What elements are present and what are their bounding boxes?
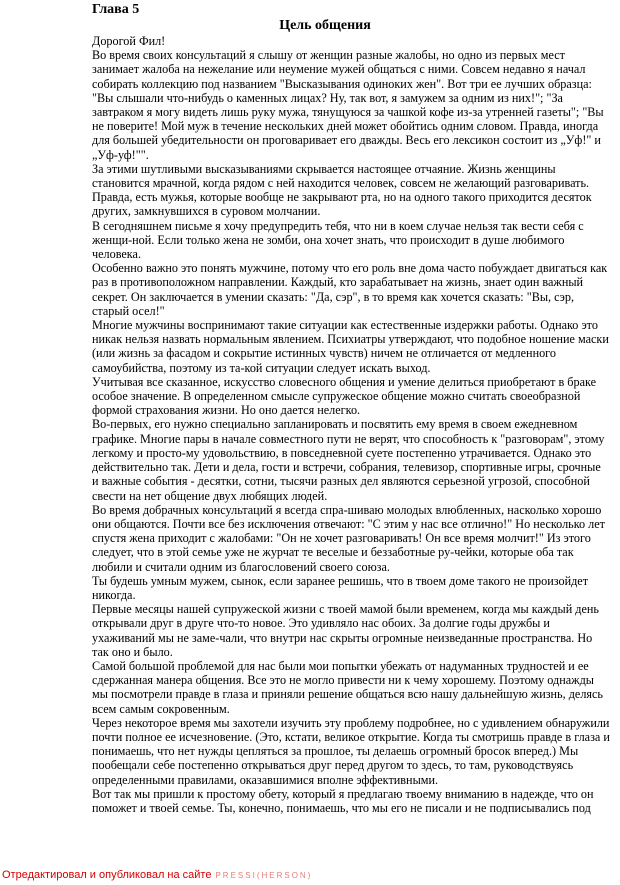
paragraph-8: Во время добрачных консультаций я всегда спра-шиваю молодых влюбленных, насколько хорошо они общаются. Почти все без исключения отвечают: "С этим у нас все отлично!" Но несколько лет спустя жена приходит с жалобами: "Он не хочет разговаривать! Он все время молчит!" Из этого следует, что в этой семье уже не журчат те веселые и беззаботные ру-чейки, которые оба так любили и считали одним из благословений своего союза. — [92, 502, 605, 574]
paragraph-9: Ты будешь умным мужем, сынок, если заранее решишь, что в твоем доме такого не произойдет никогда. — [92, 573, 589, 602]
paragraph-11: Самой большой проблемой для нас были мои попытки убежать от надуманных трудностей и ее сдержанная манера общения. Все это не могло привести ни к чему хорошему. Поэтому однажды мы посмотрели правде в глаза и приняли решение общаться всю нашу дальнейшую жизнь, делясь всем самым сокровенным. — [92, 658, 603, 716]
paragraph-1: Во время своих консультаций я слышу от женщин разные жалобы, но одно из первых мест занимает жалоба на нежелание или неумение мужей общаться с ними. Совсем недавно я начал собирать коллекцию под названием "Высказывания одиноких жен". Вот три ее лучших образца: "Вы слышали что-нибудь о каменных лицах? Ну, так вот, я замужем за одним из них!"; "За завтраком я могу видеть лишь руку мужа, тянущуюся за чашкой кофе из-за утренней газеты"; "Вы не поверите! Мой муж в течение нескольких дней может обойтись одним словом. Правда, иногда для большей убедительности он проговаривает его дважды. Весь его лексикон состоит из „Уф!" и „Уф-уф!"". — [92, 48, 604, 162]
page-title: Цель общения — [279, 18, 371, 33]
paragraph-10: Первые месяцы нашей супружеской жизни с твоей мамой были временем, когда мы каждый день открывали друг в друге что-то новое. Это удивляло нас обоих. За долгие годы дружбы и ухаживаний мы не заме-чали, что внутри нас скрыты огромные неизведанные пространства. Но так оно и было. — [92, 602, 599, 659]
letter-body — [92, 34, 610, 815]
paragraph-6: Учитывая все сказанное, искусство словесного общения и умение делиться приобретают в браке особое значение. В определенном смысле супружеское общение можно считать своеобразной формой страхования жизни. Но оно дается нелегко. — [92, 374, 597, 418]
chapter-heading: Глава 5 — [92, 2, 140, 17]
paragraph-3: В сегодняшнем письме я хочу предупредить тебя, что ни в коем случае нельзя так вести себя с женщи-ной. Если только жена не зомби, она хочет знать, что происходит в душе любимого человека. — [92, 218, 584, 262]
paragraph-13: Вот так мы пришли к простому обету, который я предлагаю твоему вниманию в надежде, что он поможет и твоей семье. Ты, конечно, понимаешь, что мы его не писали и не подписывались под — [92, 786, 594, 815]
footer-site-link[interactable]: PRESSI(HERSON) — [215, 871, 313, 880]
paragraph-4: Особенно важно это понять мужчине, потому что его роль вне дома часто побуждает двигаться как раз в противоположном направлении. Каждый, кто зарабатывает на жизнь, знает один важный секрет. Он заключается в умении сказать: "Да, сэр", в то время как хочется сказать: "Вы, сэр, старый осел!" — [92, 261, 608, 318]
paragraph-2: За этими шутливыми высказываниями скрывается настоящее отчаяние. Жизнь женщины становится мрачной, когда рядом с ней находится человек, совсем не желающий разговаривать. Правда, есть мужья, которые вообще не закрывают рта, но на одного такого приходится десяток других, замкнувшихся в суровом молчании. — [92, 161, 592, 219]
footer-label: Отредактировал и опубликовал на сайте — [2, 869, 212, 881]
greeting: Дорогой Фил! — [92, 34, 166, 48]
paragraph-7: Во-первых, его нужно специально запланировать и посвятить ему время в своем ежедневном графике. Многие пары в начале совместного пути не верят, что способность к "разговорам", этому легкому и просто-му удовольствию, в повседневной суете постепенно утрачивается. Однако это действительно так. Дети и дела, гости и встречи, собрания, телевизор, спортивные игры, срочные и важные события - десятки, сотни, тысячи разных дел являются серьезной угрозой, способной свести на нет общение двух любящих людей. — [92, 417, 605, 503]
paragraph-5: Многие мужчины воспринимают такие ситуации как естественные издержки работы. Однако это никак нельзя назвать нормальным явлением. Психиатры утверждают, что подобное ношение маски (или жизнь за фасадом и сокрытие истинных чувств) ничем не отличается от медленного самоубийства, поэтому из та-кой ситуации следует искать выход. — [92, 318, 609, 375]
paragraph-12: Через некоторое время мы захотели изучить эту проблему подробнее, но с удивлением обнаружили почти полное ее исчезновение. (Это, кстати, великое открытие. Когда ты смотришь правде в глаза и понимаешь, что нет нужды цепляться за прошлое, ты делаешь огромный бросок вперед.) Мы пообещали себе постепенно открываться друг перед другом то здесь, то там, руководствуясь определенными правилами, оказавшимися вполне эффективными. — [92, 715, 610, 787]
page-footer — [2, 869, 312, 882]
